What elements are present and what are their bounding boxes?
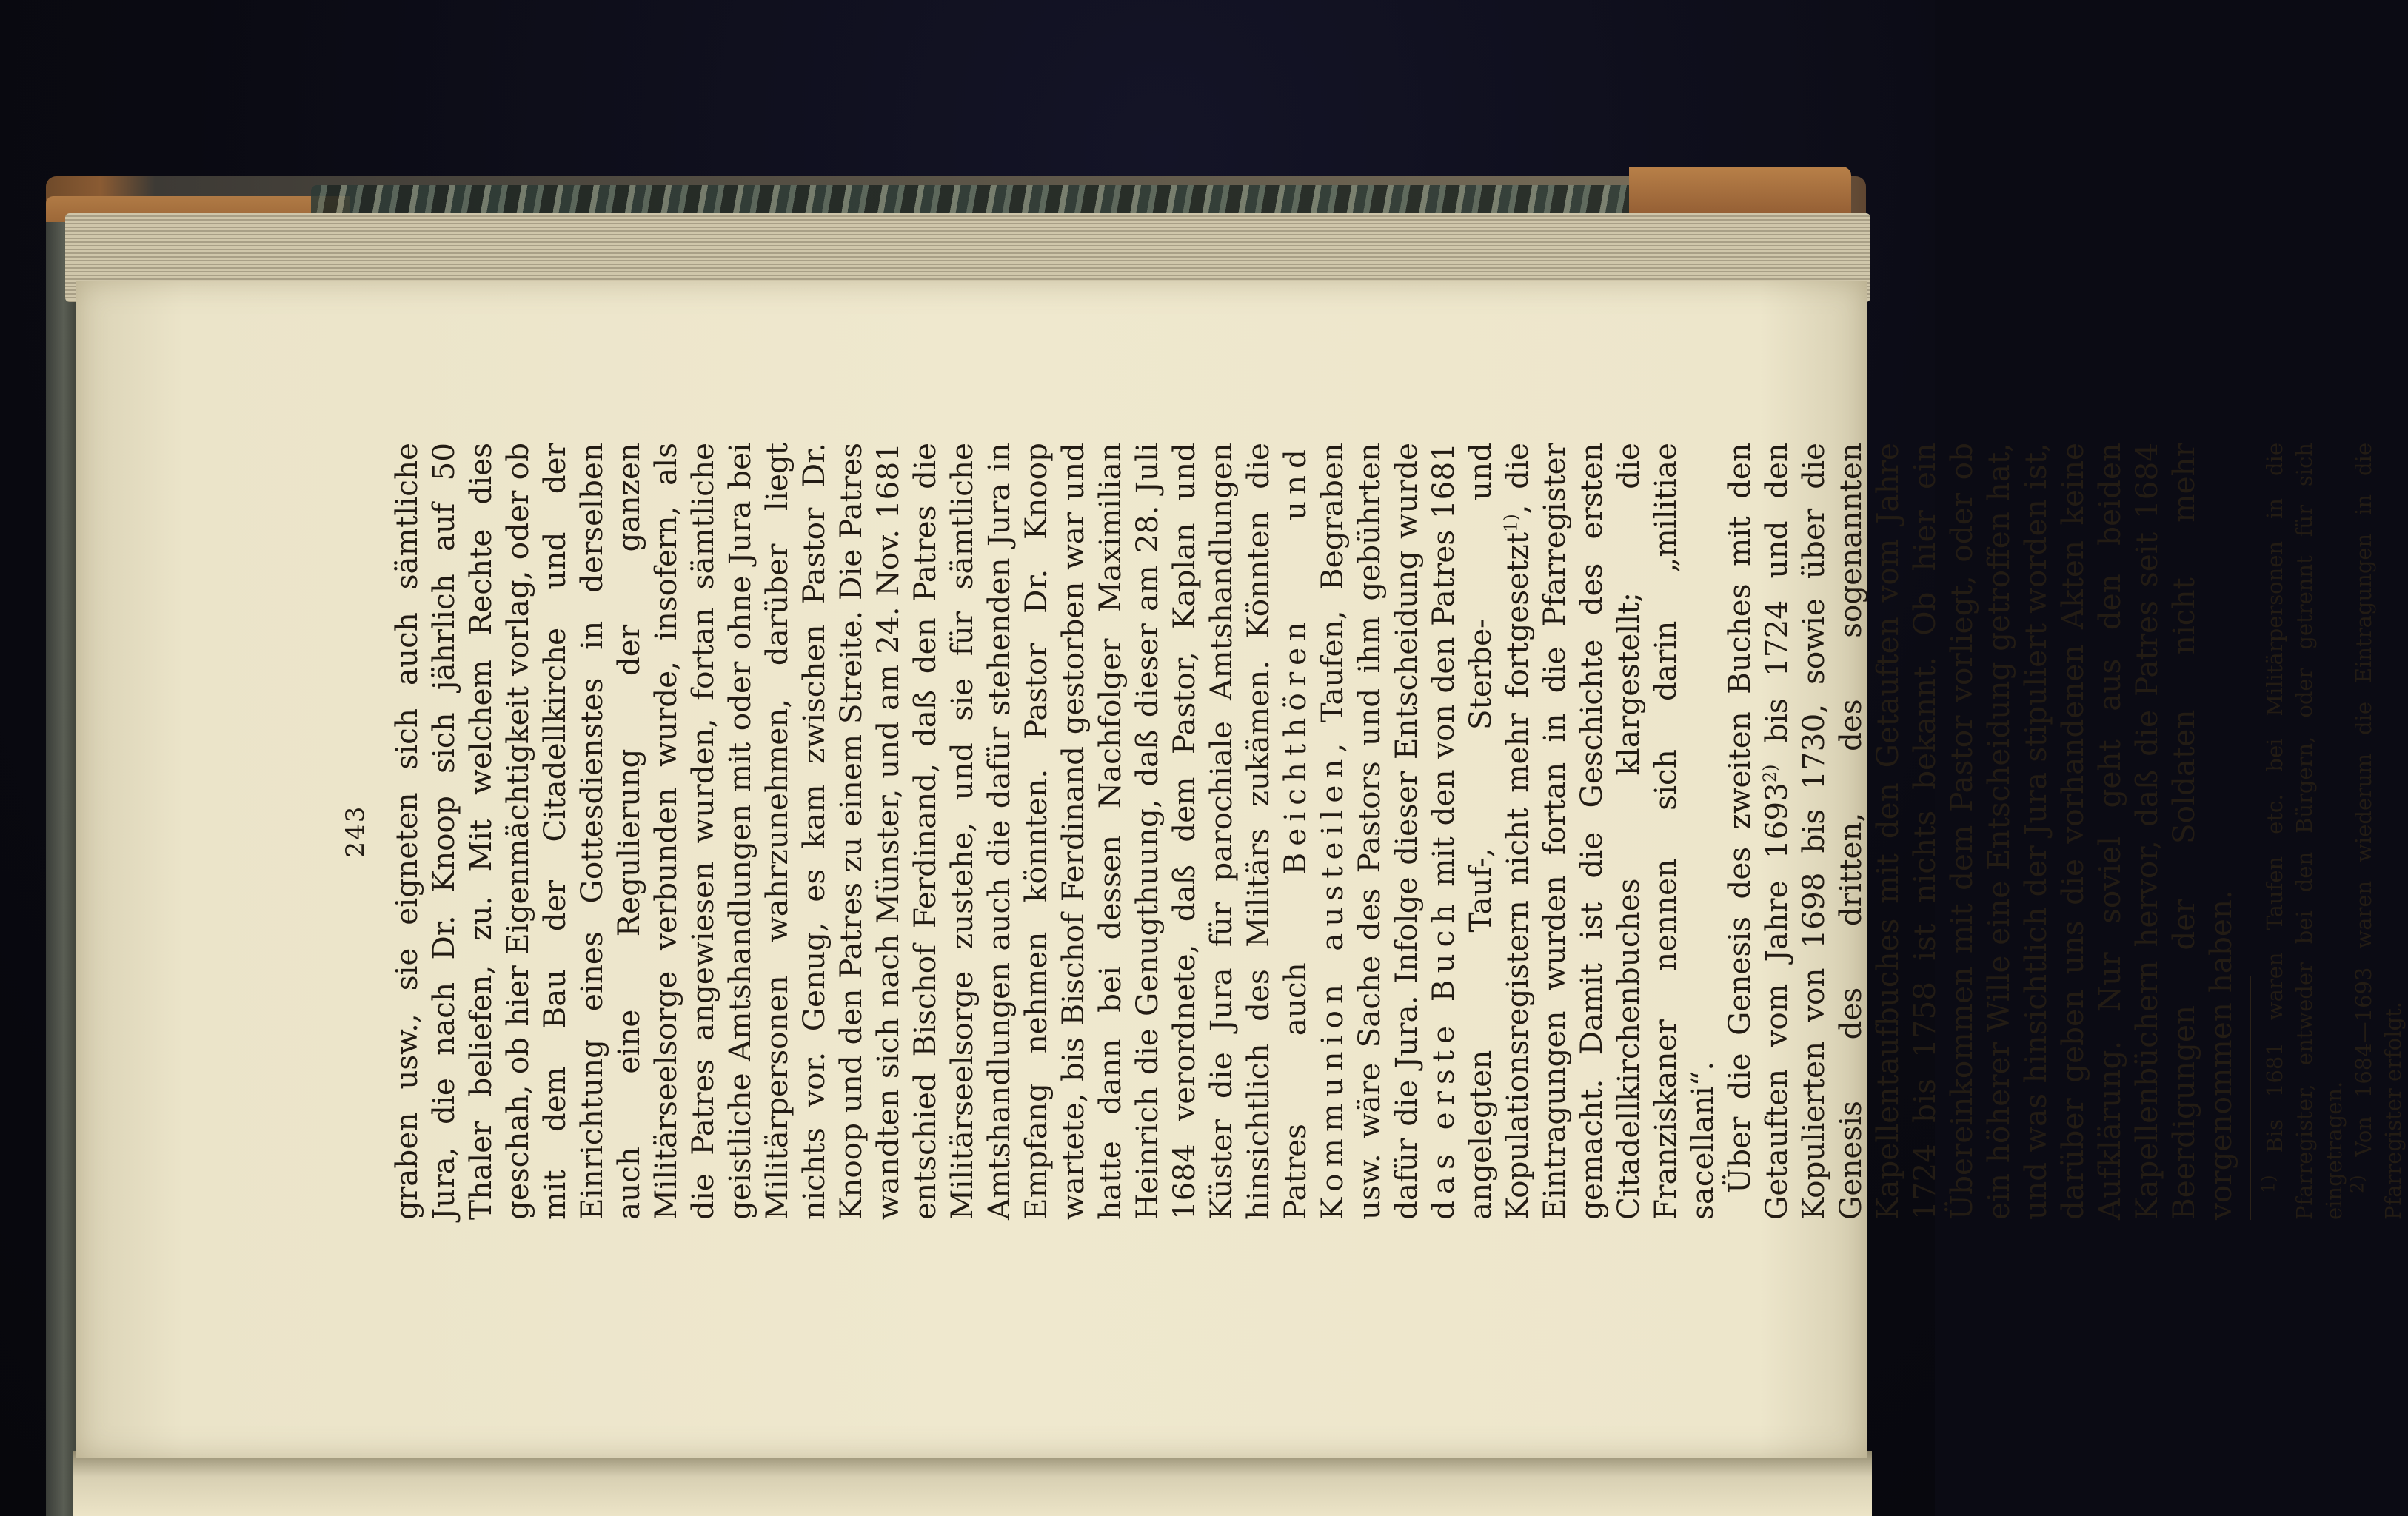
spaced-text: Beichthören und Kommunion austeilen: [1277, 443, 1350, 1220]
footnote: [2260, 443, 2349, 1220]
footnote: [2349, 443, 2408, 1220]
footnotes: [2260, 443, 2408, 1220]
text-run: , Taufen, Begraben usw. wäre Sache des Pastors und ihm gebührten dafür die Jura. Infolge dieser Entscheidung wurde: [1314, 443, 1424, 1220]
footnote-mark: 1): [2258, 1175, 2279, 1193]
footnote-reference: 1): [1500, 514, 1522, 532]
footnote-reference: 2): [1759, 764, 1781, 783]
page-text-rotated: [341, 442, 2406, 1220]
body-paragraph: [388, 443, 1721, 1220]
page-number: 243: [341, 805, 370, 858]
text-run: graben usw., sie eigneten sich auch sämtliche Jura, die nach Dr. Knoop sich jährlich auf 50 Thaler beliefen, zu. Mit welchem Rechte dies geschah, ob hier Eigenmächtigkeit vorlag, oder ob mit dem Bau der Citadellkirche und der Einrichtung eines Gottesdienstes in derselben auch eine Regulierung der ganzen Militärseelsorge verbunden wurde, insofern, als die Patres angewiesen wurden, fortan sämtliche geistliche Amtshandlungen mit oder ohne Jura bei Militärpersonen wahrzunehmen, darüber liegt nichts vor. Genug, es kam zwischen Pastor Dr. Knoop und den Patres zu einem Streite. Die Patres wandten sich nach Münster, und am 24. Nov. 1681 entschied Bischof Ferdinand, daß den Patres die Militärseelsorge zustehe, und sie für sämtliche Amtshandlungen auch die dafür stehenden Jura in Empfang nehmen könnten. Pastor Dr. Knoop wartete, bis Bischof Ferdinand gestorben war und hatte dann bei dessen Nachfolger Maximilian Heinrich die Genugthuung, daß dieser am 28. Juli 1684 verordnete, daß dem Pastor, Kaplan und Küster die Jura für parochiale Amtshandlungen hinsichtlich des Militärs zukämen. Könnten die Patres auch: [389, 443, 1313, 1220]
body-paragraph: [1721, 443, 2239, 1220]
facing-page-edge: [73, 1451, 1872, 1516]
footnote-text: Von 1684—1693 waren wiederum die Eintragungen in die Pfarregister erfolgt.: [2351, 443, 2406, 1220]
text-run: bis 1724 und den Kopulierten von 1698 bis 1730, sowie über die Genesis des dritten, des sogenannten Kapellentaufbuches mit den Getauften vom Jahre 1724 bis 1758 ist nichts bekannt. Ob hier ein Übereinkommen mit dem Pastor vorliegt, oder ob ein höherer Wille eine Entscheidung getroffen hat, und was hinsichtlich der Jura stipuliert worden ist, darüber geben uns die vorhandenen Akten keine Aufklärung. Nur soviel geht aus den beiden Kapellenbüchern hervor, daß die Patres seit 1684 Beerdigungen der Soldaten nicht mehr vorgenommen haben.: [1759, 443, 2238, 1220]
footnote-text: Bis 1681 waren Taufen etc. bei Militärpersonen in die Pfarregister, entweder bei den Bürgern, oder getrennt für sich eingetragen.: [2262, 443, 2347, 1220]
footnote-divider: [2250, 976, 2251, 1220]
footnote-mark: 2): [2347, 1175, 2368, 1193]
text-run: mit den von den Patres 1681 angelegten Tauf-, Sterbe- und Kopulationsregistern nicht mehr fortgesetzt: [1425, 443, 1535, 1220]
spaced-text: das erste Buch: [1425, 897, 1461, 1220]
text-run: Über die Genesis des zweiten Buches mit den Getauften vom Jahre 1693: [1722, 443, 1794, 1220]
page-body-text: [388, 443, 2239, 1220]
text-run: , die Eintragungen wurden fortan in die Pfarregister gemacht. Damit ist die Geschichte des ersten Citadellkirchenbuches klargestellt; die Franziskaner nennen sich darin „militiae sacellani“.: [1499, 442, 1720, 1220]
